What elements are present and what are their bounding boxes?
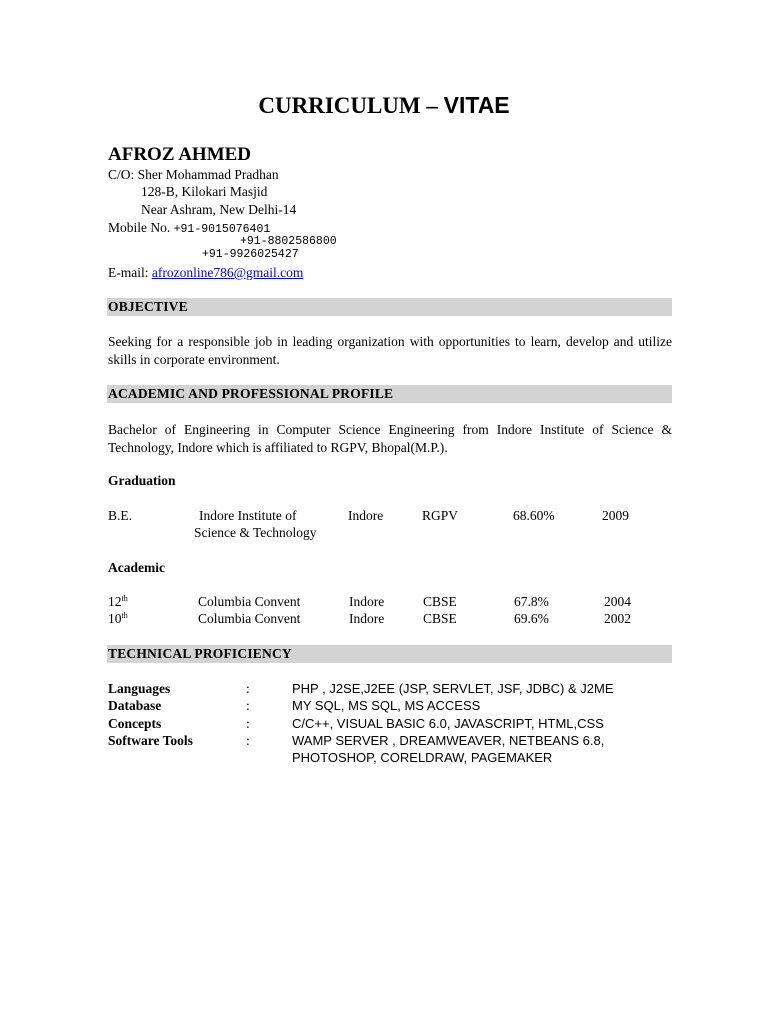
technical-label: Database <box>108 698 162 713</box>
document-title <box>0 90 768 121</box>
academic-board: CBSE <box>423 594 457 609</box>
email-link[interactable]: afrozonline786@gmail.com <box>151 265 304 280</box>
section-academic-profile: ACADEMIC AND PROFESSIONAL PROFILE <box>107 385 672 403</box>
academic-year: 2002 <box>604 611 631 626</box>
title-part-2: VITAE <box>443 92 510 118</box>
objective-text: Seeking for a responsible job in leading organization with opportunities to learn, develop and utilize skills in corporate environment. <box>108 334 672 367</box>
candidate-name: AFROZ AHMED <box>108 144 252 165</box>
academic-city: Indore <box>349 611 385 626</box>
address-line-2: 128-B, Kilokari Masjid <box>141 184 268 199</box>
email-label: E-mail: <box>108 265 152 280</box>
academic-heading: Academic <box>108 560 165 575</box>
technical-separator: : <box>246 716 250 731</box>
academic-class <box>108 610 128 627</box>
academic-class-suffix: th <box>121 594 128 603</box>
technical-separator: : <box>246 733 250 748</box>
address-line-3: Near Ashram, New Delhi-14 <box>141 202 297 217</box>
email-row <box>108 264 303 281</box>
section-objective: OBJECTIVE <box>107 298 672 316</box>
graduation-board: RGPV <box>422 508 459 523</box>
academic-city: Indore <box>349 594 385 609</box>
academic-class <box>108 593 128 610</box>
technical-value: PHP , J2SE,J2EE (JSP, SERVLET, JSF, JDBC) & J2ME <box>292 681 614 696</box>
academic-school: Columbia Convent <box>198 611 301 626</box>
mobile-number-2: +91-8802586800 <box>240 235 337 248</box>
graduation-heading: Graduation <box>108 473 176 488</box>
technical-label: Software Tools <box>108 733 193 748</box>
academic-class-suffix: th <box>121 611 128 620</box>
graduation-institute-line-2: Science & Technology <box>194 525 317 540</box>
technical-label: Concepts <box>108 716 162 731</box>
academic-percent: 69.6% <box>514 611 549 626</box>
academic-board: CBSE <box>423 611 457 626</box>
academic-percent: 67.8% <box>514 594 549 609</box>
graduation-institute-line-1: Indore Institute of <box>199 508 297 523</box>
technical-value-continued: PHOTOSHOP, CORELDRAW, PAGEMAKER <box>292 750 553 765</box>
mobile-label: Mobile No. <box>108 220 174 235</box>
academic-class-number: 12 <box>108 594 122 609</box>
graduation-percent: 68.60% <box>513 508 555 523</box>
graduation-year: 2009 <box>602 508 629 523</box>
technical-value: MY SQL, MS SQL, MS ACCESS <box>292 698 481 713</box>
technical-value: WAMP SERVER , DREAMWEAVER, NETBEANS 6.8, <box>292 733 605 748</box>
address-line-1: C/O: Sher Mohammad Pradhan <box>108 167 279 182</box>
academic-school: Columbia Convent <box>198 594 301 609</box>
academic-year: 2004 <box>604 594 631 609</box>
title-part-1: CURRICULUM – <box>258 93 444 118</box>
academic-class-number: 10 <box>108 611 122 626</box>
section-technical: TECHNICAL PROFICIENCY <box>107 645 672 663</box>
mobile-number-3: +91-9926025427 <box>202 248 299 261</box>
graduation-city: Indore <box>348 508 384 523</box>
graduation-degree: B.E. <box>108 508 133 523</box>
technical-label: Languages <box>108 681 171 696</box>
mobile-number-1: +91-9015076401 <box>173 223 271 236</box>
technical-separator: : <box>246 698 250 713</box>
technical-value: C/C++, VISUAL BASIC 6.0, JAVASCRIPT, HTML,CSS <box>292 716 604 731</box>
technical-separator: : <box>246 681 250 696</box>
profile-text: Bachelor of Engineering in Computer Science Engineering from Indore Institute of Science & Technology, Indore which is affiliated to RGPV, Bhopal(M.P.). <box>108 422 672 455</box>
